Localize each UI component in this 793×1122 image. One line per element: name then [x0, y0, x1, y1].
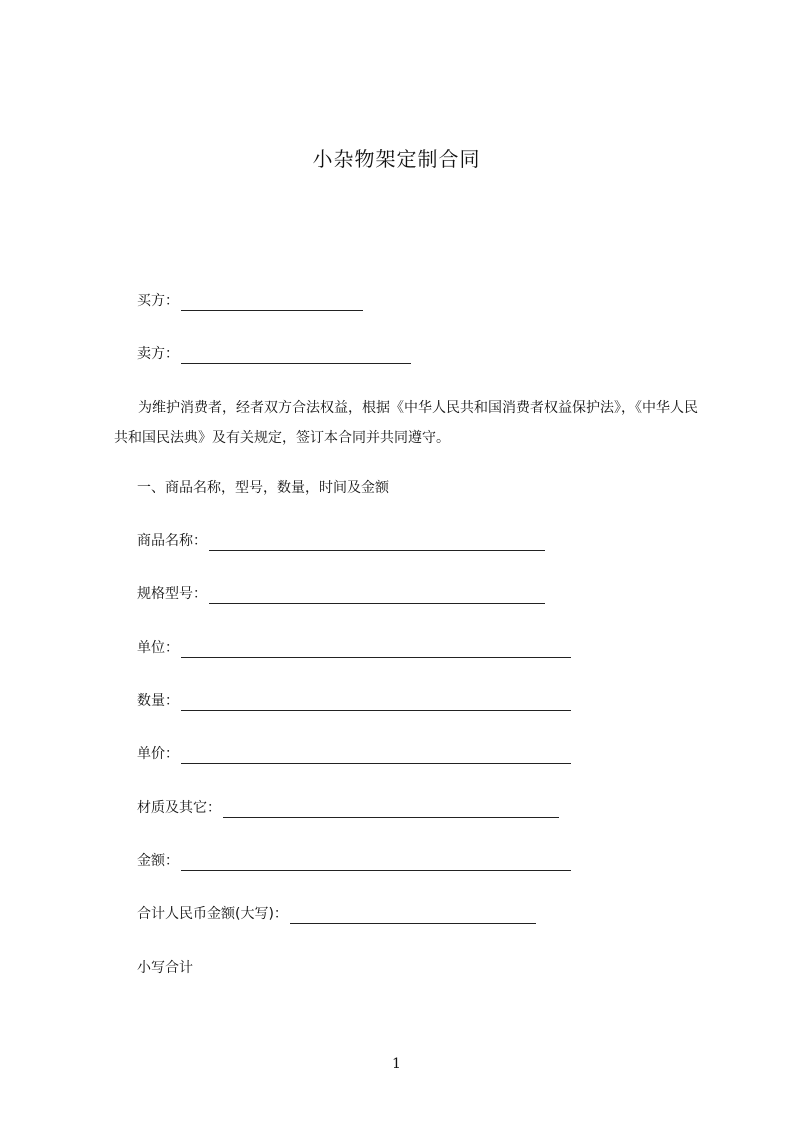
- total-rmb-label: 合计人民币金额(大写)：: [137, 906, 288, 922]
- product-name-blank[interactable]: [209, 536, 545, 551]
- product-name-line: [137, 531, 545, 551]
- material-label: 材质及其它：: [137, 800, 221, 816]
- document-title: 小杂物架定制合同: [312, 147, 481, 171]
- unit-line: [137, 638, 571, 658]
- seller-line: [137, 344, 411, 364]
- lowercase-total-label: 小写合计: [137, 960, 193, 976]
- material-blank[interactable]: [223, 803, 559, 818]
- model-label: 规格型号：: [137, 586, 207, 602]
- buyer-label: 买方：: [137, 293, 179, 309]
- model-blank[interactable]: [209, 589, 545, 604]
- section-1-heading: 一、商品名称，型号，数量，时间及金额: [137, 480, 389, 496]
- total-rmb-line: [137, 904, 536, 924]
- page-number: 1: [392, 1056, 401, 1072]
- seller-blank[interactable]: [181, 349, 411, 364]
- buyer-blank[interactable]: [181, 296, 363, 311]
- total-rmb-blank[interactable]: [290, 909, 536, 924]
- unit-blank[interactable]: [181, 643, 571, 658]
- amount-line: [137, 851, 571, 871]
- quantity-line: [137, 691, 571, 711]
- seller-label: 卖方：: [137, 346, 179, 362]
- buyer-line: [137, 291, 363, 311]
- amount-label: 金额：: [137, 853, 179, 869]
- quantity-label: 数量：: [137, 693, 179, 709]
- model-line: [137, 584, 545, 604]
- unit-price-line: [137, 744, 571, 764]
- preamble-paragraph: 为维护消费者，经者双方合法权益，根据《中华人民共和国消费者权益保护法》，《中华人民共和国民法典》及有关规定，签订本合同并共同遵守。: [114, 400, 698, 446]
- material-line: [137, 798, 559, 818]
- product-name-label: 商品名称：: [137, 533, 207, 549]
- unit-price-label: 单价：: [137, 746, 179, 762]
- quantity-blank[interactable]: [181, 696, 571, 711]
- unit-label: 单位：: [137, 640, 179, 656]
- unit-price-blank[interactable]: [181, 749, 571, 764]
- amount-blank[interactable]: [181, 856, 571, 871]
